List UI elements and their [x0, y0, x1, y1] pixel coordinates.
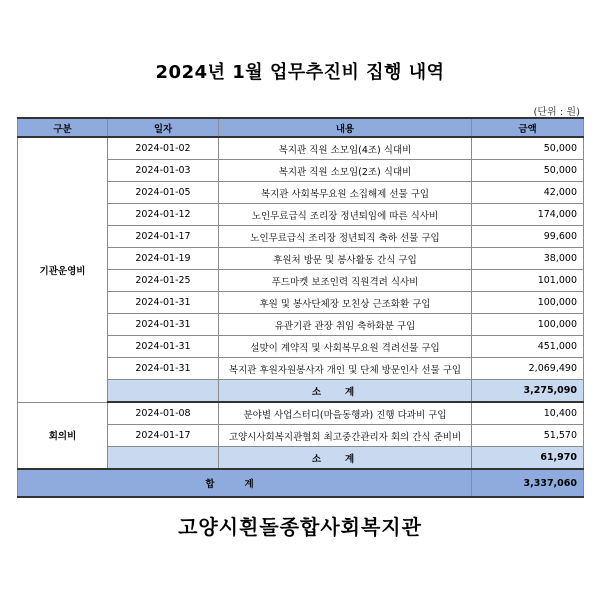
- category-cell-meeting: 회의비: [18, 402, 108, 469]
- grand-total-label: 합계: [18, 469, 472, 497]
- row-amount: 10,400: [472, 402, 584, 425]
- organization-name: 고양시흰돌종합사회복지관: [178, 515, 422, 539]
- row-amount: 174,000: [472, 204, 584, 226]
- row-date: 2024-01-02: [108, 137, 219, 160]
- grand-total-amount: 3,337,060: [472, 469, 584, 497]
- row-amount: 50,000: [472, 137, 584, 160]
- subtotal-label: 소계: [219, 447, 472, 470]
- table-header-row: [18, 118, 584, 137]
- row-description: 노인무료급식 조리장 정년퇴직 축하 선물 구입: [219, 226, 472, 248]
- subtotal-amount: 61,970: [472, 447, 584, 470]
- row-date: 2024-01-03: [108, 160, 219, 182]
- subtotal-blank: [108, 447, 219, 470]
- row-description: 노인무료급식 조리장 정년퇴임에 따른 식사비: [219, 204, 472, 226]
- expense-table: [17, 117, 584, 498]
- row-date: 2024-01-05: [108, 182, 219, 204]
- category-cell-operating: 기관운영비: [18, 137, 108, 402]
- row-date: 2024-01-25: [108, 270, 219, 292]
- row-description: 복지관 직원 소모임(4조) 식대비: [219, 137, 472, 160]
- row-date: 2024-01-08: [108, 402, 219, 425]
- row-description: 복지관 후원자원봉사자 개인 및 단체 방문인사 선물 구입: [219, 358, 472, 380]
- row-description: 푸드마켓 보조인력 직원격려 식사비: [219, 270, 472, 292]
- header-category: 구분: [18, 118, 108, 137]
- subtotal-label: 소계: [219, 380, 472, 403]
- row-date: 2024-01-31: [108, 336, 219, 358]
- row-amount: 99,600: [472, 226, 584, 248]
- row-date: 2024-01-12: [108, 204, 219, 226]
- row-amount: 100,000: [472, 314, 584, 336]
- page-title: 2024년 1월 업무추진비 집행 내역: [155, 62, 445, 83]
- row-description: 설맞이 계약직 및 사회복무요원 격려선물 구입: [219, 336, 472, 358]
- row-amount: 50,000: [472, 160, 584, 182]
- header-amount: 금액: [472, 118, 584, 137]
- row-description: 분야별 사업스터디(마을동행과) 진행 다과비 구입: [219, 402, 472, 425]
- row-amount: 51,570: [472, 425, 584, 447]
- row-date: 2024-01-17: [108, 425, 219, 447]
- row-date: 2024-01-31: [108, 314, 219, 336]
- row-description: 고양시사회복지관협회 최고중간관리자 회의 간식 준비비: [219, 425, 472, 447]
- row-amount: 42,000: [472, 182, 584, 204]
- header-date: 일자: [108, 118, 219, 137]
- row-description: 후원처 방문 및 봉사활동 간식 구입: [219, 248, 472, 270]
- row-date: 2024-01-19: [108, 248, 219, 270]
- unit-label: (단위 : 원): [533, 107, 580, 118]
- row-amount: 2,069,490: [472, 358, 584, 380]
- row-description: 복지관 직원 소모임(2조) 식대비: [219, 160, 472, 182]
- row-amount: 100,000: [472, 292, 584, 314]
- row-amount: 451,000: [472, 336, 584, 358]
- subtotal-amount: 3,275,090: [472, 380, 584, 403]
- table-row: [18, 137, 584, 160]
- subtotal-blank: [108, 380, 219, 403]
- row-date: 2024-01-17: [108, 226, 219, 248]
- row-description: 복지관 사회복무요원 소집해제 선물 구입: [219, 182, 472, 204]
- row-description: 후원 및 봉사단체장 모친상 근조화환 구입: [219, 292, 472, 314]
- row-amount: 38,000: [472, 248, 584, 270]
- row-amount: 101,000: [472, 270, 584, 292]
- row-date: 2024-01-31: [108, 292, 219, 314]
- grand-total-row: [18, 469, 584, 497]
- row-date: 2024-01-31: [108, 358, 219, 380]
- header-description: 내용: [219, 118, 472, 137]
- table-row: [18, 402, 584, 425]
- row-description: 유관기관 관장 취임 축하화분 구입: [219, 314, 472, 336]
